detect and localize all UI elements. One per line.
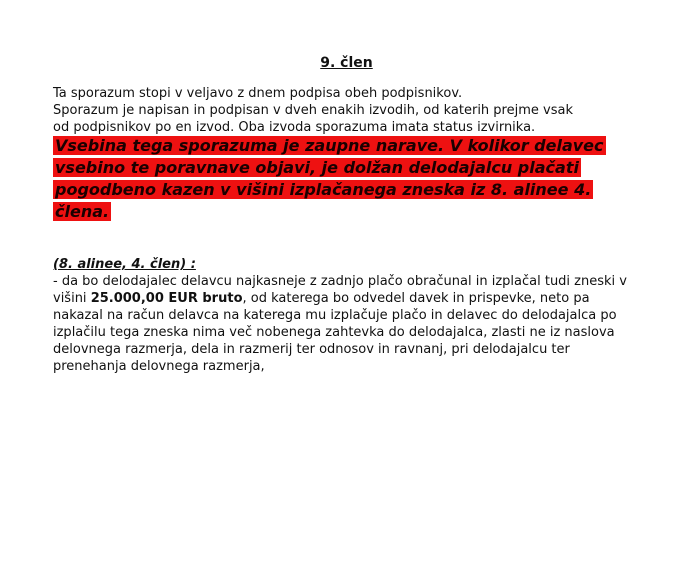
article-heading: 9. člen xyxy=(320,55,373,71)
amount-value: 25.000,00 EUR bruto xyxy=(90,291,243,306)
paragraph-line: Ta sporazum stopi v veljavo z dnem podpisa obeh podpisnikov. xyxy=(53,86,463,101)
paragraph-validity xyxy=(53,85,643,136)
reference-heading: (8. alinee, 4. člen) : xyxy=(53,257,196,272)
paragraph-line: od podpisnikov po en izvod. Oba izvoda sporazuma imata status izvirnika. xyxy=(53,120,536,135)
reference-paragraph xyxy=(53,273,628,375)
reference-text-after: , od katerega bo odvedel davek in prispevke, neto pa nakazal na račun delavca na katerega mu izplačuje plačo in delavec do delodajalca po izplačilu tega zneska nima več nobenega zahtevka do delodajalca, zlasti ne iz naslova delovnega razmerja, dela in razmerij ter odnosov in ravnanj, pri delodajalcu ter prenehanja delovnega razmerja, xyxy=(53,291,617,374)
reference-text-before: - da bo delodajalec delavcu najkasneje z zadnjo plačo obračunal in izplačal tudi zneski v višini xyxy=(53,274,627,306)
paragraph-line: Sporazum je napisan in podpisan v dveh enakih izvodih, od katerih prejme vsak xyxy=(53,103,573,118)
confidentiality-clause xyxy=(53,135,613,223)
highlighted-text: Vsebina tega sporazuma je zaupne narave. V kolikor delavec vsebino te poravnave objavi, je dolžan delodajalcu plačati pogodbeno kazen v višini izplačanega zneska iz 8. alinee 4. člena. xyxy=(55,136,604,221)
